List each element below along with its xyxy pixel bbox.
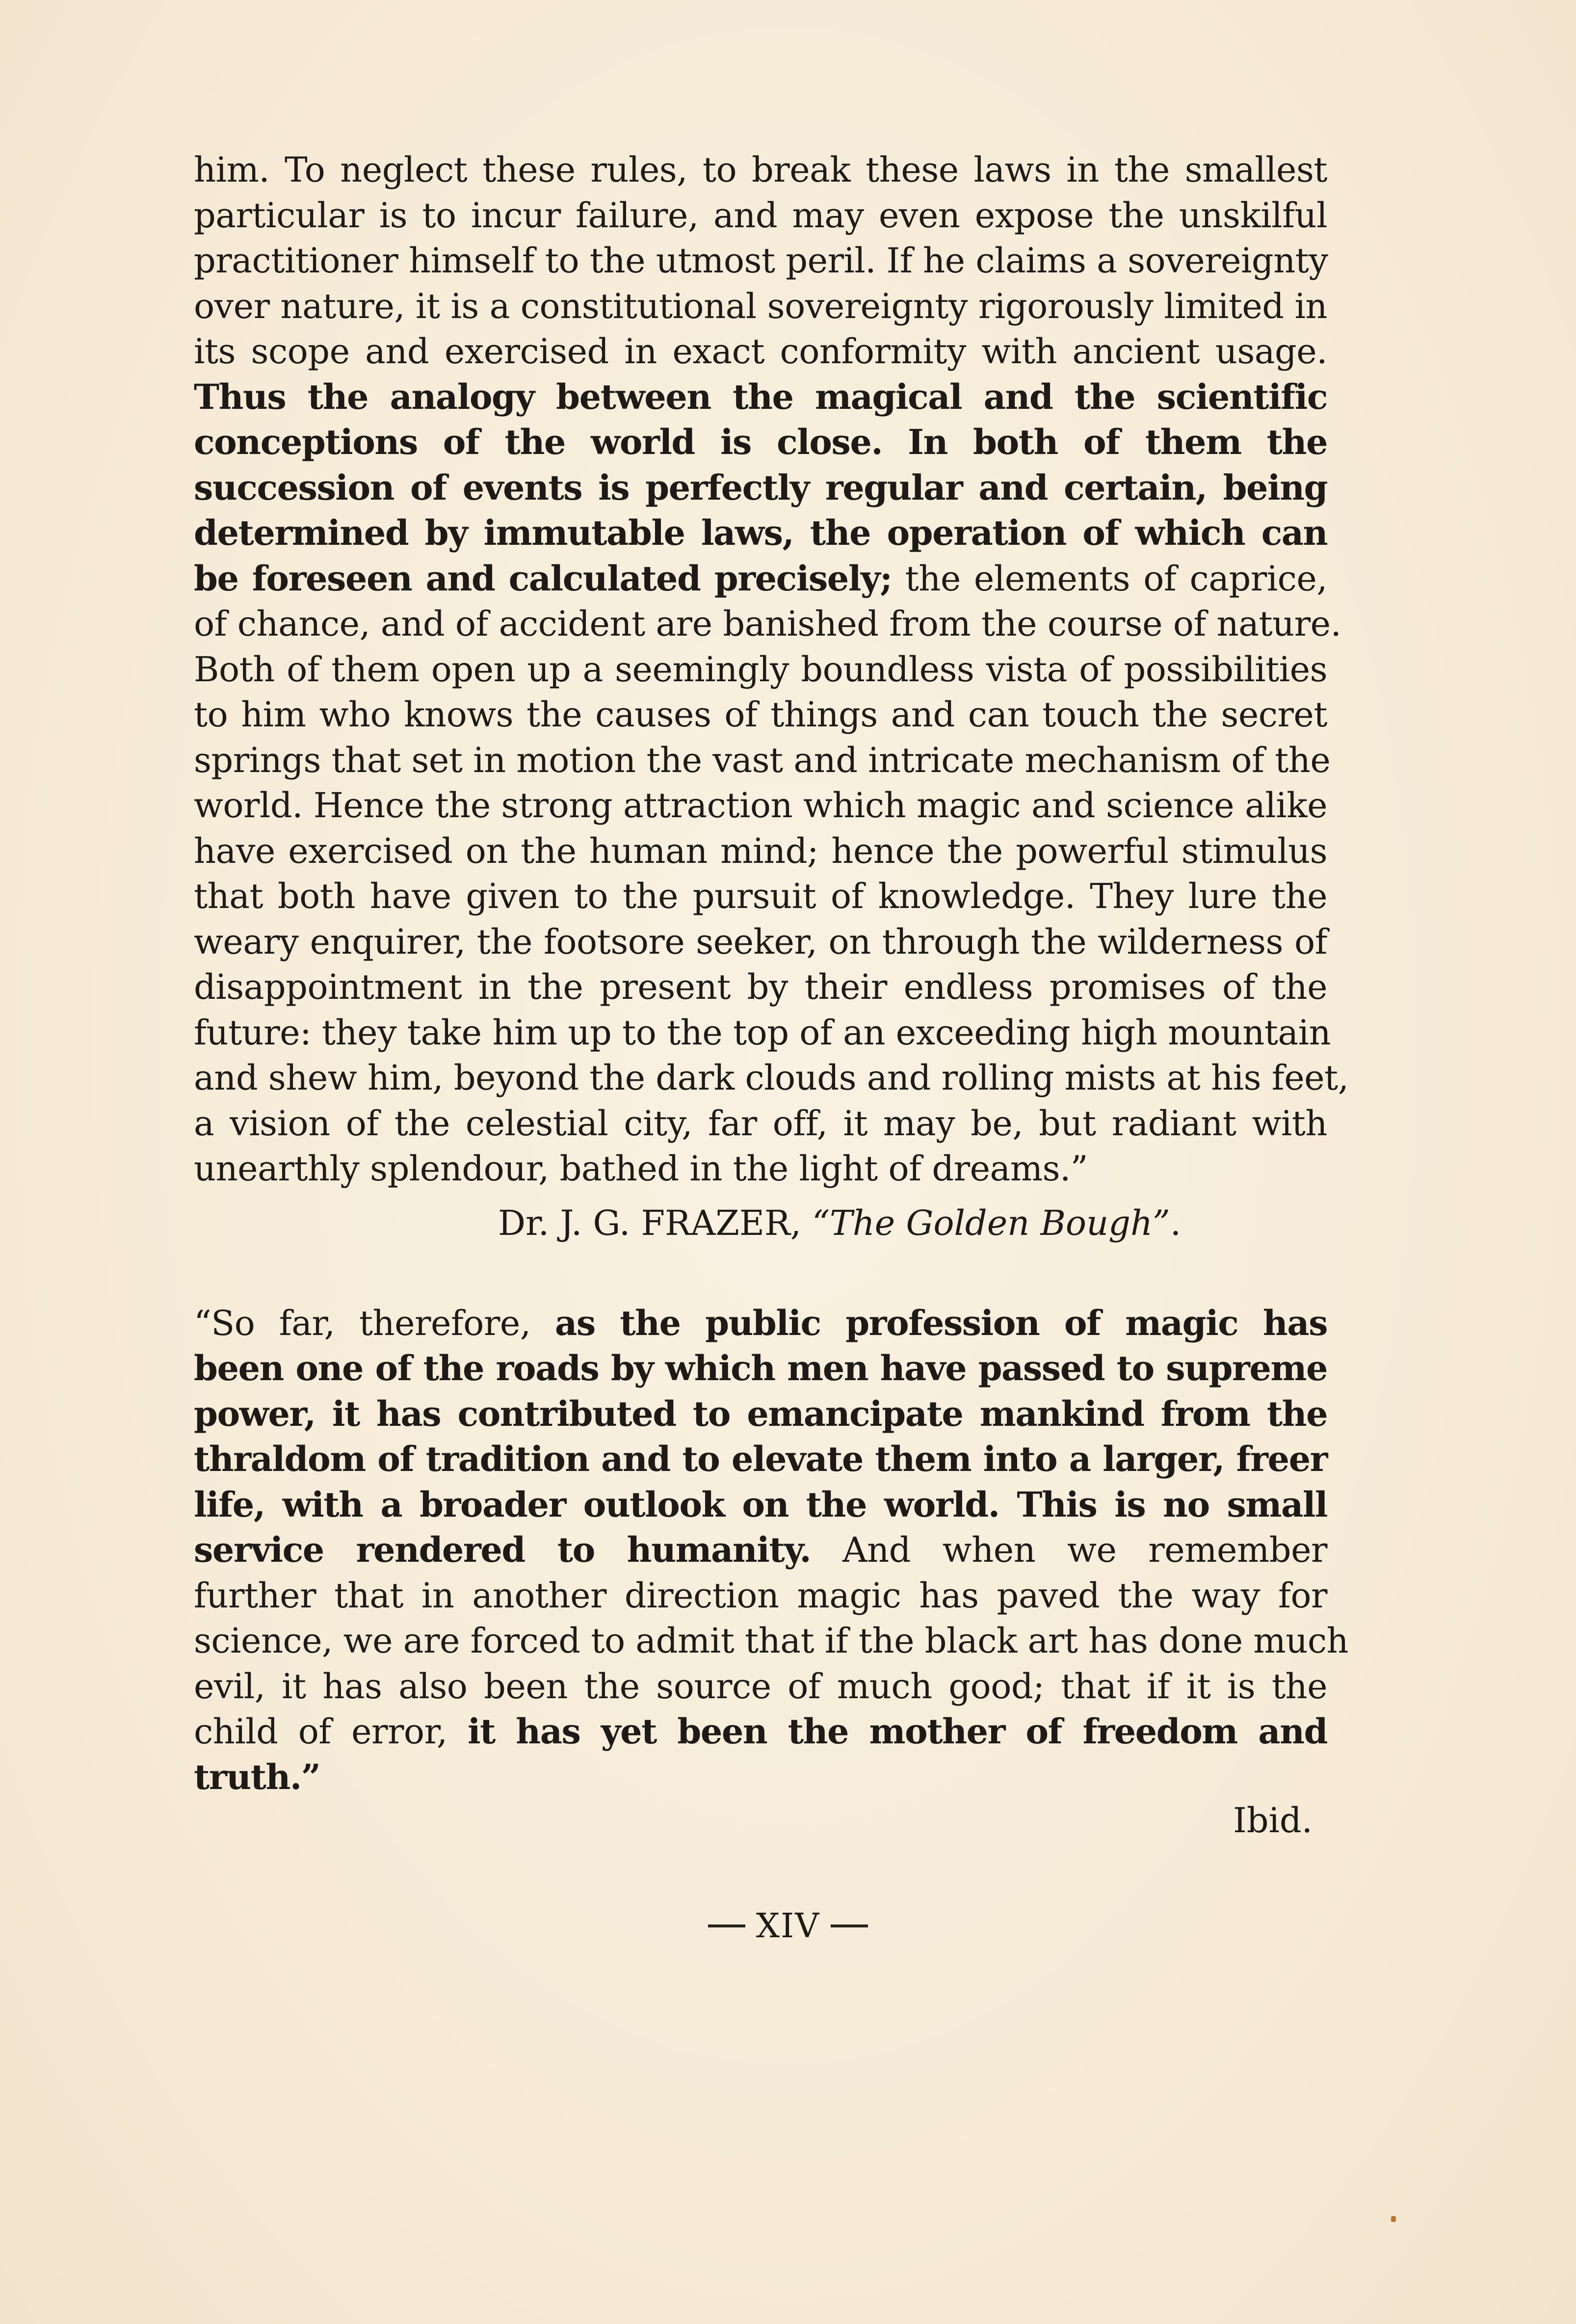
text-line [194, 601, 1341, 647]
text-run: him. To neglect these rules, to break these laws in the smallest [194, 150, 1327, 190]
text-line [194, 964, 1327, 1010]
page-number-roman: XIV [756, 1907, 820, 1946]
frazer-attribution [194, 1201, 1327, 1246]
text-line [194, 1709, 1327, 1755]
text-line [194, 1146, 1327, 1192]
text-line [194, 1010, 1331, 1056]
text-run: further that in another direction magic has paved the way for [194, 1575, 1327, 1616]
bold-text-run: power, it has contributed to emancipate mankind from the [194, 1393, 1327, 1434]
text-run: over nature, it is a constitutional sovereignty rigorously limited in [194, 286, 1327, 326]
text-line [194, 465, 1327, 511]
text-line [194, 1573, 1327, 1619]
bold-text-run: be foreseen and calculated precisely; [194, 558, 892, 599]
text-line [194, 238, 1327, 284]
text-line [194, 692, 1327, 738]
text-line [194, 828, 1327, 874]
attribution-author: Dr. J. G. FRAZER, [498, 1202, 813, 1243]
attribution-book-title: “The Golden Bough” [812, 1202, 1170, 1243]
text-line [194, 284, 1327, 329]
bold-text-run: Thus the analogy between the magical and the scientific [194, 376, 1327, 417]
text-line [194, 874, 1327, 919]
text-run: particular is to incur failure, and may even expose the unskilful [194, 195, 1327, 236]
text-line [194, 1755, 1327, 1800]
bold-text-run: it has yet been the mother of freedom and [467, 1711, 1327, 1752]
ibid-attribution: Ibid. [1233, 1800, 1313, 1841]
bold-text-run: conceptions of the world is close. In both of them the [194, 422, 1327, 462]
bold-text-run: life, with a broader outlook on the world. This is no small [194, 1484, 1327, 1525]
text-run: Both of them open up a seemingly boundless vista of possibilities [194, 649, 1327, 690]
text-line [194, 510, 1327, 556]
folio-dash-right [831, 1924, 868, 1927]
text-run: science, we are forced to admit that if the black art has done much [194, 1621, 1349, 1661]
text-line [194, 329, 1327, 374]
text-line [194, 1618, 1349, 1664]
text-run: disappointment in the present by their endless promises of the [194, 967, 1327, 1007]
text-line [194, 919, 1327, 965]
page-number [0, 1907, 1576, 1946]
second-quote-paragraph [194, 1301, 1349, 1800]
paper-speck [1391, 2216, 1396, 2222]
attribution-period: . [1170, 1202, 1182, 1243]
text-line [194, 1346, 1327, 1391]
text-run: that both have given to the pursuit of knowledge. They lure the [194, 876, 1327, 916]
bold-text-run: succession of events is perfectly regular and certain, being [194, 467, 1327, 508]
text-run: to him who knows the causes of things and can touch the secret [194, 695, 1327, 735]
text-line [194, 1301, 1327, 1346]
bold-text-run: service rendered to humanity. [194, 1529, 811, 1570]
text-run: its scope and exercised in exact conformity with ancient usage. [194, 331, 1327, 372]
text-run: and shew him, beyond the dark clouds and rolling mists at his feet, [194, 1058, 1349, 1098]
text-line [194, 1527, 1327, 1573]
bold-text-run: been one of the roads by which men have passed to supreme [194, 1348, 1327, 1389]
text-line [194, 1664, 1327, 1710]
folio-dash-left [708, 1924, 745, 1927]
text-line [194, 1101, 1327, 1147]
text-line [194, 1482, 1327, 1528]
text-run: And when we remember [811, 1530, 1327, 1570]
bold-text-run: truth.” [194, 1756, 320, 1797]
frazer-quote-paragraph [194, 147, 1349, 1192]
text-run: world. Hence the strong attraction which magic and science alike [194, 785, 1327, 826]
text-line [194, 193, 1327, 239]
text-line [194, 738, 1331, 783]
book-page [194, 147, 1349, 1843]
bold-text-run: determined by immutable laws, the operation of which can [194, 512, 1327, 553]
text-line [194, 783, 1327, 828]
text-run: the elements of caprice, [892, 558, 1327, 599]
text-run: future: they take him up to the top of an exceeding high mountain [194, 1012, 1331, 1053]
text-run: practitioner himself to the utmost peril. If he claims a sovereignty [194, 240, 1328, 281]
text-run: a vision of the celestial city, far off, it may be, but radiant with [194, 1103, 1327, 1144]
text-line [194, 147, 1327, 193]
text-line [194, 374, 1327, 420]
text-run: weary enquirer, the footsore seeker, on through the wilderness of [194, 921, 1327, 962]
text-line [194, 420, 1327, 465]
text-line [194, 556, 1327, 602]
bold-text-run: as the public profession of magic has [555, 1302, 1327, 1343]
text-run: have exercised on the human mind; hence the powerful stimulus [194, 830, 1327, 871]
text-run: springs that set in motion the vast and intricate mechanism of the [194, 740, 1331, 780]
text-run: “So far, therefore, [194, 1303, 555, 1343]
text-line [194, 1055, 1349, 1101]
text-run: child of error, [194, 1711, 468, 1752]
text-run: of chance, and of accident are banished from the course of nature. [194, 604, 1341, 644]
text-run: unearthly splendour, bathed in the light of dreams.” [194, 1149, 1088, 1189]
bold-text-run: thraldom of tradition and to elevate them into a larger, freer [194, 1439, 1327, 1479]
text-line [194, 1437, 1327, 1482]
text-line [194, 647, 1327, 693]
text-run: evil, it has also been the source of much good; that if it is the [194, 1666, 1327, 1707]
text-line [194, 1391, 1327, 1437]
